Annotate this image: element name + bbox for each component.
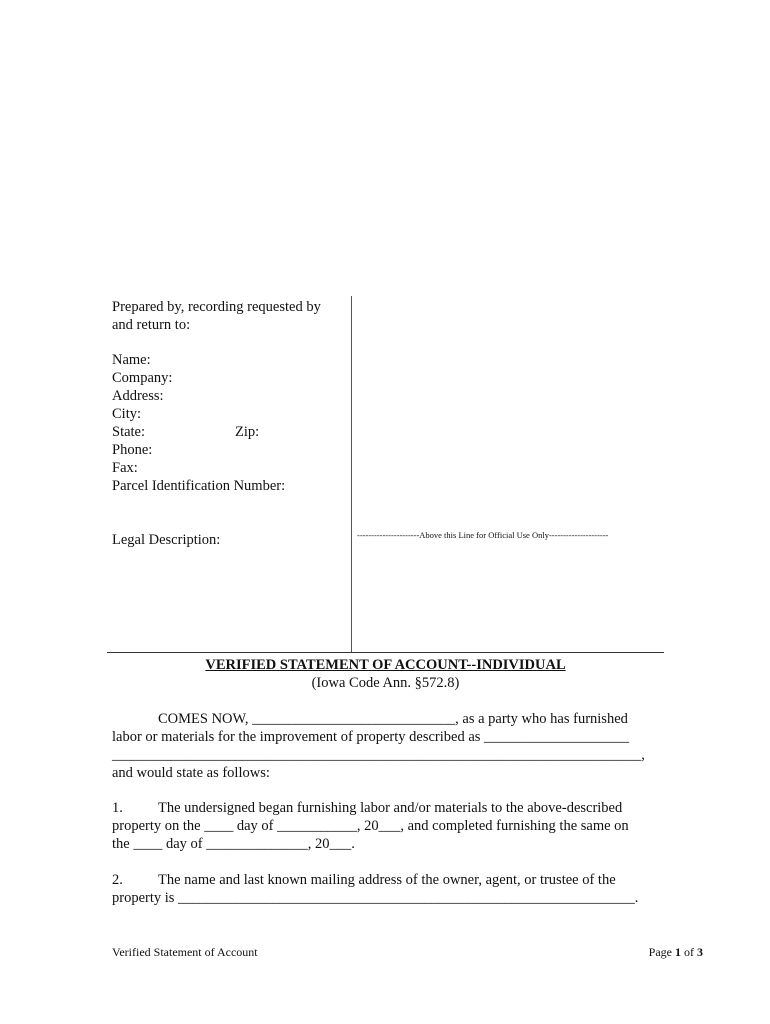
phone-label: Phone: xyxy=(112,442,153,458)
page-total: 3 xyxy=(697,945,703,959)
paragraph-1-line-3: the ____ day of ______________, 20___. xyxy=(112,836,355,852)
prepared-by-line-2: and return to: xyxy=(112,317,191,333)
intro-line-2: labor or materials for the improvement of property described as ____________________ xyxy=(112,729,630,745)
header-bottom-rule xyxy=(107,652,664,653)
official-use-marker: ----------------------Above this Line for Official Use Only--------------------- xyxy=(357,530,609,540)
page-number xyxy=(649,945,703,960)
page-current: 1 xyxy=(675,945,681,959)
paragraph-2-line-1: The name and last known mailing address of the owner, agent, or trustee of the xyxy=(158,872,616,888)
zip-label: Zip: xyxy=(235,424,260,440)
prepared-by-line-1: Prepared by, recording requested by xyxy=(112,299,321,315)
city-label: City: xyxy=(112,406,142,422)
page-of: of xyxy=(684,945,694,959)
intro-line-1: COMES NOW, ____________________________, as a party who has furnished xyxy=(158,711,628,727)
fax-label: Fax: xyxy=(112,460,138,476)
paragraph-1-line-1: The undersigned began furnishing labor and/or materials to the above-described xyxy=(158,800,623,816)
address-label: Address: xyxy=(112,388,164,404)
legal-description-label: Legal Description: xyxy=(112,532,221,548)
parcel-id-label: Parcel Identification Number: xyxy=(112,478,286,494)
name-label: Name: xyxy=(112,352,151,368)
document-subtitle: (Iowa Code Ann. §572.8) xyxy=(311,675,460,691)
paragraph-1-number: 1. xyxy=(112,800,123,816)
paragraph-1-line-2: property on the ____ day of ___________, 20___, and completed furnishing the same on xyxy=(112,818,629,834)
header-column-divider xyxy=(351,296,352,652)
company-label: Company: xyxy=(112,370,173,386)
intro-line-4: and would state as follows: xyxy=(112,765,270,781)
state-label: State: xyxy=(112,424,146,440)
page-prefix: Page xyxy=(648,945,672,959)
document-title: VERIFIED STATEMENT OF ACCOUNT--INDIVIDUAL xyxy=(205,657,566,673)
paragraph-2-line-2: property is _______________________________________________________________. xyxy=(112,890,639,906)
intro-line-3: _________________________________________________________________________, xyxy=(112,747,645,763)
footer-title: Verified Statement of Account xyxy=(112,945,258,959)
paragraph-2-number: 2. xyxy=(112,872,123,888)
